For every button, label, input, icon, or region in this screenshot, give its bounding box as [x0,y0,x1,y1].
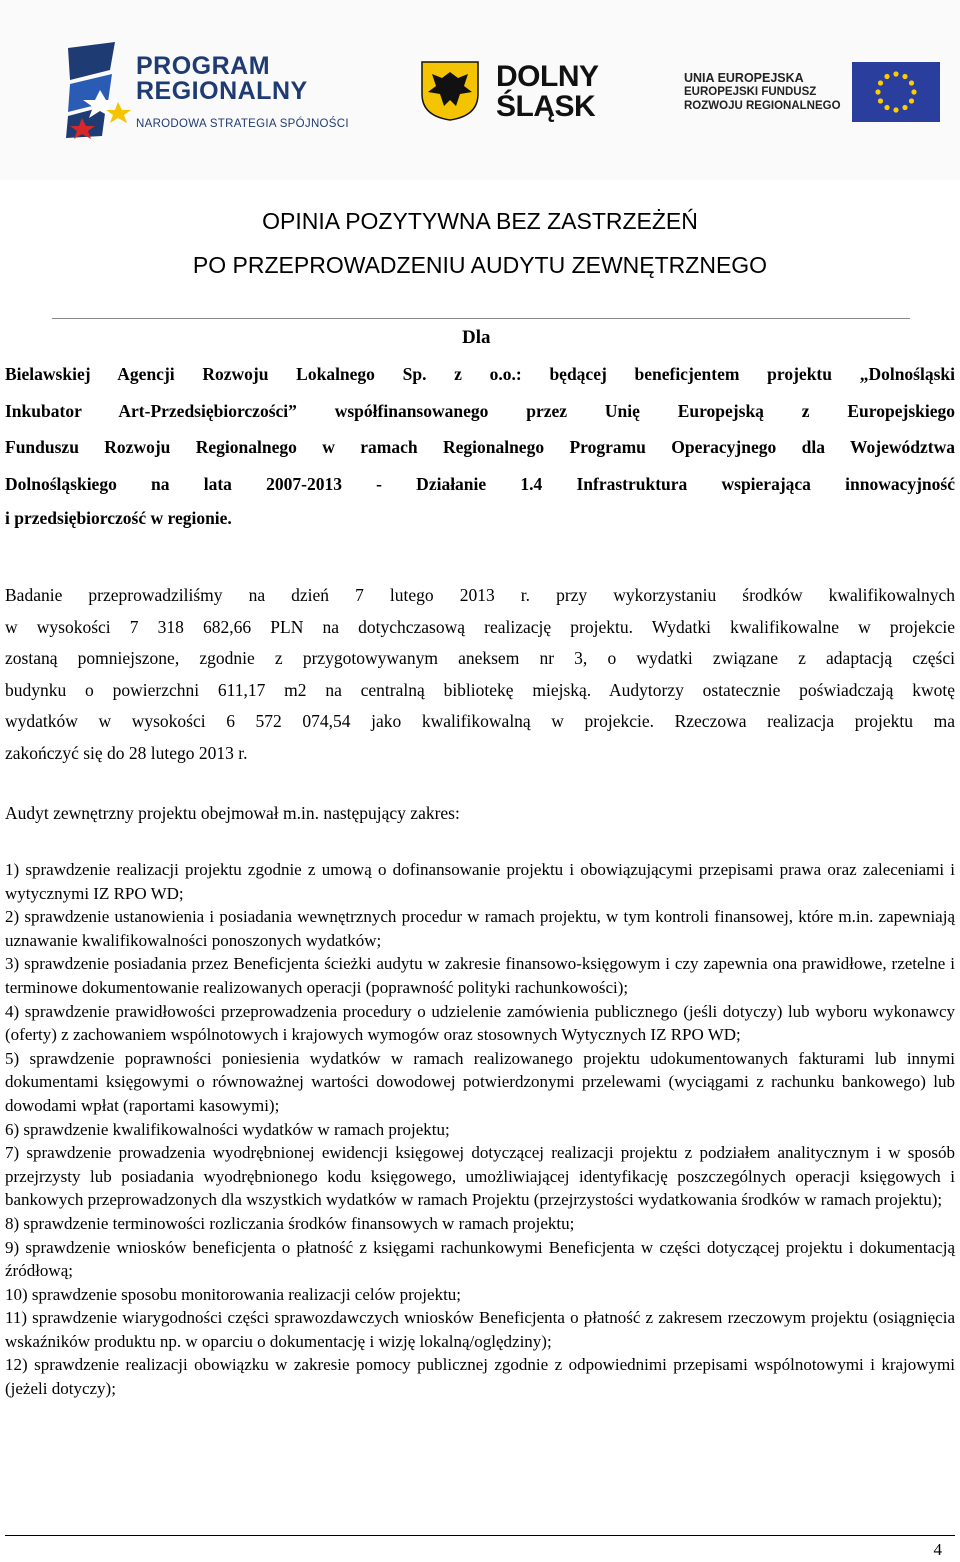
eu-flag-icon [852,62,940,122]
study-line: wydatków w wysokości 6 572 074,54 jako kwalifikowalną w projekcie. Rzeczowa realizacja projektu ma [5,711,955,731]
program-regionalny-tagline: NARODOWA STRATEGIA SPÓJNOŚCI [136,118,349,130]
program-regionalny-logo [60,40,380,150]
study-line: w wysokości 7 318 682,66 PLN na dotychczasową realizację projektu. Wydatki kwalifikowalne w projekcie [5,616,955,637]
document-subtitle: PO PRZEPROWADZENIU AUDYTU ZEWNĘTRZNEGO [192,252,768,278]
addressee-label: Dla [462,327,491,348]
intro-line: Bielawskiej Agencji Rozwoju Lokalnego Sp. z o.o.: będącej beneficjentem projektu „Dolnośląski [5,364,955,384]
study-line: Badanie przeprowadziliśmy na dzień 7 lutego 2013 r. przy wykorzystaniu środków kwalifikowalnych [5,585,955,605]
dolny-slask-logo [418,58,628,128]
intro-line: i przedsiębiorczość w regionie. [5,508,232,528]
intro-line: Inkubator Art-Przedsiębiorczości” współfinansowanego przez Unię Europejską z Europejskiego [5,400,955,421]
footer-divider [5,1535,955,1536]
program-regionalny-emblem-icon [60,40,135,140]
intro-line: Dolnośląskiego na lata 2007-2013 - Działanie 1.4 Infrastruktura wspierająca innowacyjność [5,473,955,494]
scope-item: 11) sprawdzenie wiarygodności części sprawozdawczych wniosków Beneficjenta o płatność z zakresem rzeczowym projektu (osiągnięcia wskaźników produktu np. w oparciu o dokumentację i wizję lokalną/oględziny); [5,1308,955,1351]
study-paragraph [5,580,955,769]
scope-item: 1) sprawdzenie realizacji projektu zgodnie z umową o dofinansowanie projektu i obowiązującymi przepisami prawa oraz zaleceniami i wytycznymi IZ RPO WD; [5,860,955,903]
page-number: 4 [933,1540,942,1559]
study-line: budynku o powierzchni 611,17 m2 na centralną bibliotekę miejską. Audytorzy ostatecznie poświadczają kwotę [5,679,955,700]
document-title: OPINIA POZYTYWNA BEZ ZASTRZEŻEŃ [262,208,698,234]
study-line: zostaną pomniejszone, zgodnie z przygotowywanym aneksem nr 3, o wydatki związane z adaptacją części [5,648,955,668]
scope-intro: Audyt zewnętrzny projektu obejmował m.in. następujący zakres: [5,803,460,823]
scope-item: 8) sprawdzenie terminowości rozliczania środków finansowych w ramach projektu; [5,1213,575,1233]
scope-item: 10) sprawdzenie sposobu monitorowania realizacji celów projektu; [5,1284,462,1304]
scope-item: 9) sprawdzenie wniosków beneficjenta o płatność z księgami rachunkowymi Beneficjenta w części dotyczącej projektu i dokumentacją źródłową; [5,1237,955,1281]
scope-item: 6) sprawdzenie kwalifikowalności wydatków w ramach projektu; [5,1119,450,1139]
divider [52,318,910,319]
scope-item: 5) sprawdzenie poprawności poniesienia wydatków w ramach realizowanego projektu udokumentowanych fakturami lub innymi dokumentami księgowymi o równoważnej wartości dowodowej potwierdzonymi przelewami (wyciągami z rachunku bankowego) lub dowodami wpłat (raportami kasowymi); [5,1048,955,1115]
unia-europejska-logo [680,60,945,125]
ue-fund-text: UNIA EUROPEJSKA EUROPEJSKI FUNDUSZ ROZWOJU REGIONALNEGO [684,71,841,112]
intro-line: Funduszu Rozwoju Regionalnego w ramach Regionalnego Programu Operacyjnego dla Województwa [5,437,955,457]
coat-of-arms-icon [418,58,482,122]
scope-item: 2) sprawdzenie ustanowienia i posiadania wewnętrznych procedur w ramach projektu, w tym kontroli finansowej, które m.in. zapewniają uznawanie kwalifikowalności ponoszonych wydatków; [5,907,955,950]
scope-item: 12) sprawdzenie realizacji obowiązku w zakresie pomocy publicznej zgodnie z odpowiednimi przepisami wspólnotowymi i krajowymi (jeżeli dotyczy); [5,1355,955,1399]
scope-item: 7) sprawdzenie prowadzenia wyodrębnionej ewidencji księgowej dotyczącej realizacji projektu z podziałem analitycznym i w sposób przejrzysty lub posiadania wyodrębnionego kodu księgowego, umożliwiającej identyfikację poszczególnych operacji księgowych i bankowych przeprowadzonych dla wszystkich wydatków w ramach Projektu (przejrzystości wydatkowania środków w ramach projektu); [5,1143,955,1210]
scope-item: 4) sprawdzenie prawidłowości przeprowadzenia procedury o udzielenie zamówienia publicznego (jeśli dotyczy) lub wyboru wykonawcy (oferty) z zachowaniem wspólnotowych i krajowych wymogów oraz stosownych Wytycznych IZ RPO WD; [5,1001,955,1045]
dolny-slask-wordmark: DOLNY ŚLĄSK [496,60,599,123]
scope-list [5,858,955,1401]
program-regionalny-wordmark: PROGRAM REGIONALNY [136,52,308,105]
scope-item: 3) sprawdzenie posiadania przez Beneficjenta ścieżki audytu w zakresie finansowo-księgowym i czy zapewnia ona prawidłowe, rzetelne i terminowe dokumentowanie realizowanych operacji (poprawność polityki rachunkowości); [5,954,955,997]
intro-paragraph [5,356,955,534]
study-line: zakończyć się do 28 lutego 2013 r. [5,742,248,763]
